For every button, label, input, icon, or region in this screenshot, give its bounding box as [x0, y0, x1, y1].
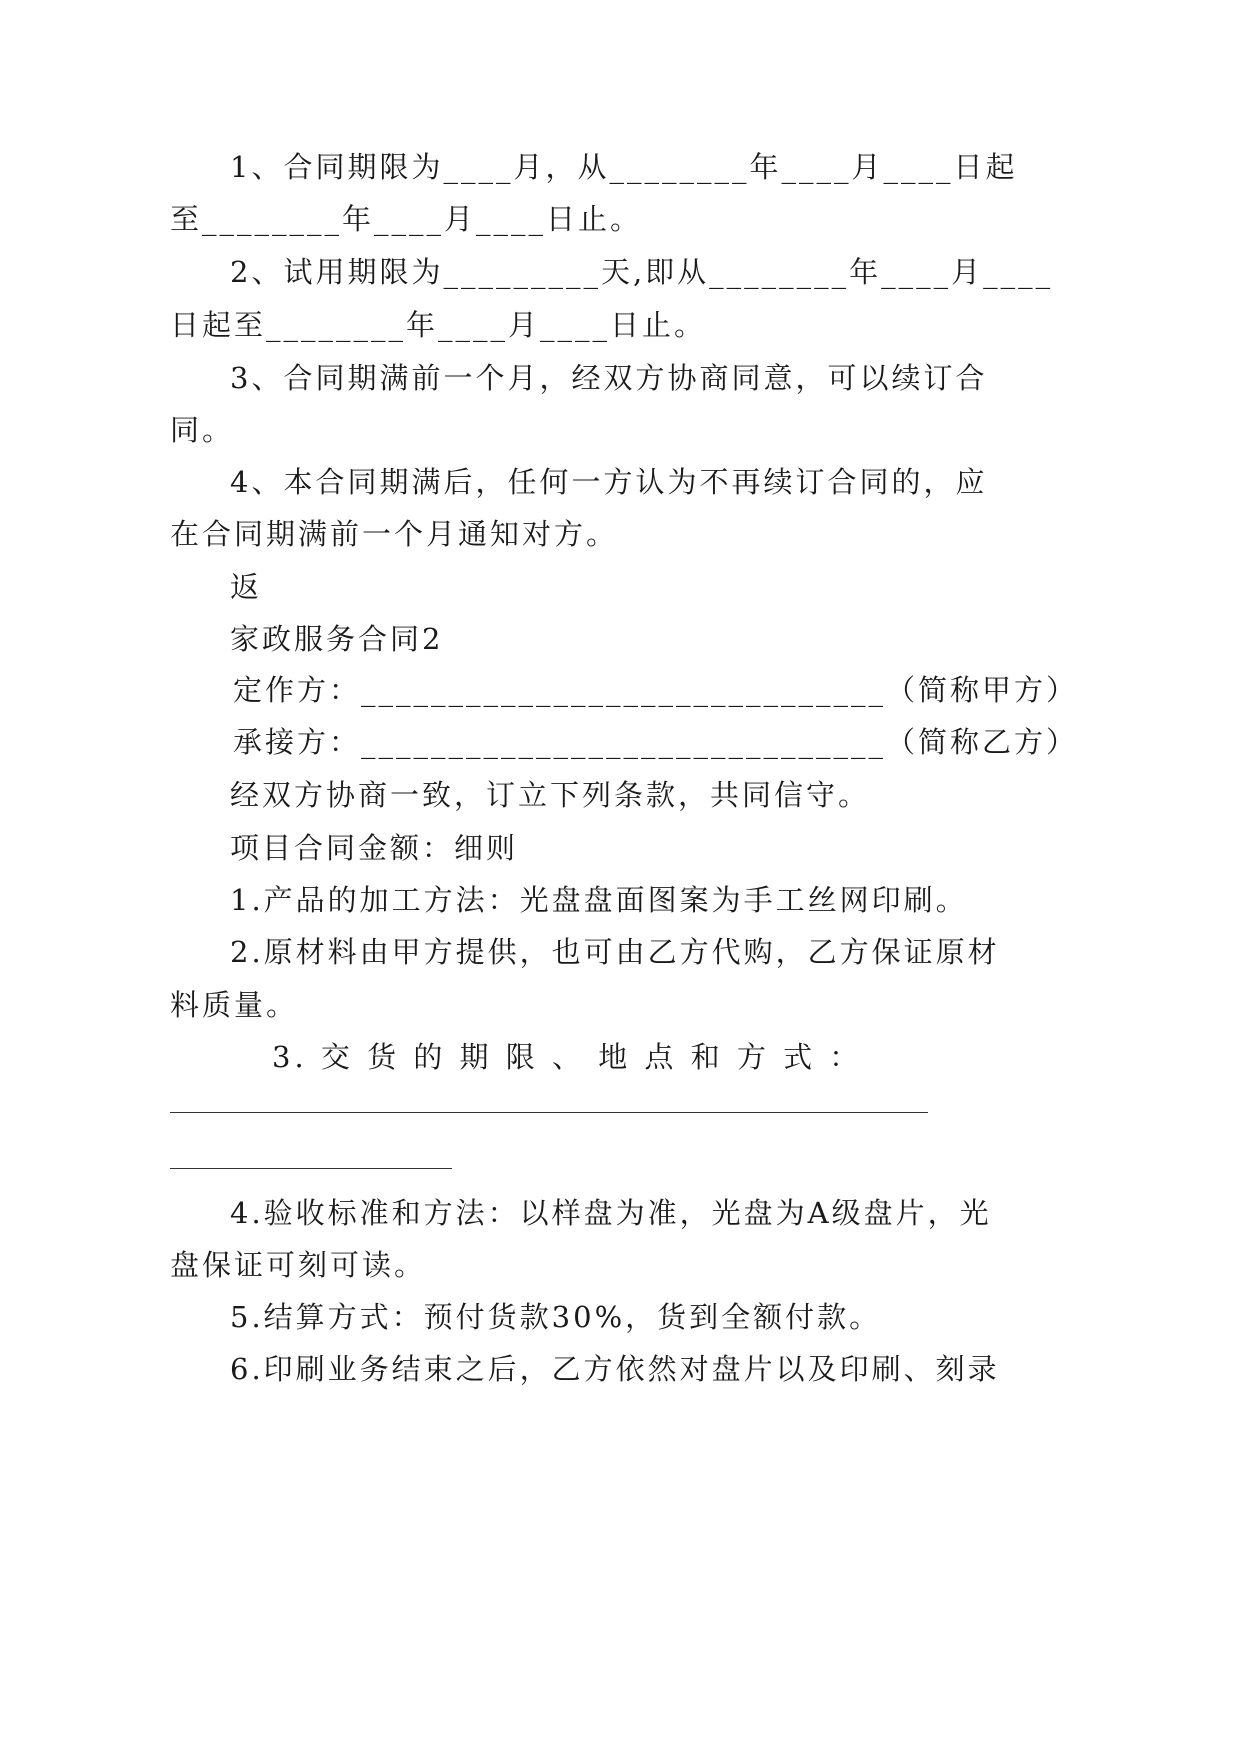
item-2-line-2: 料质量。 — [170, 988, 299, 1022]
clause-1-line-1: 1、合同期限为____月，从________年____月____日起 — [230, 150, 1018, 184]
item-1-line: 1.产品的加工方法：光盘盘面图案为手工丝网印刷。 — [230, 883, 968, 917]
blank-rule-1 — [170, 1112, 928, 1113]
item-4-line-1: 4.验收标准和方法：以样盘为准，光盘为A级盘片，光 — [230, 1196, 992, 1230]
clause-1-line-2: 至________年____月____日止。 — [170, 202, 643, 236]
party-a-line: 定作方：______________________________（简称甲方） — [233, 673, 1079, 707]
clause-2-line-1: 2、试用期限为_________天,即从________年____月____ — [230, 255, 1054, 289]
clause-2-line-2: 日起至________年____月____日止。 — [170, 308, 707, 342]
project-amount-heading: 项目合同金额：细则 — [230, 831, 519, 865]
clause-4-line-1: 4、本合同期满后，任何一方认为不再续订合同的，应 — [230, 465, 988, 499]
return-text: 返 — [230, 570, 263, 604]
item-2-line-1: 2.原材料由甲方提供，也可由乙方代购，乙方保证原材 — [230, 935, 1000, 969]
blank-rule-2 — [170, 1168, 452, 1169]
clause-4-line-2: 在合同期满前一个月通知对方。 — [170, 517, 619, 551]
item-3-line: 3. 交 货 的 期 限 、 地 点 和 方 式 ： — [272, 1040, 863, 1074]
item-4-line-2: 盘保证可刻可读。 — [170, 1248, 427, 1282]
contract-title: 家政服务合同2 — [230, 622, 444, 656]
clause-3-line-2: 同。 — [170, 413, 235, 447]
item-6-line: 6.印刷业务结束之后，乙方依然对盘片以及印刷、刻录 — [230, 1352, 1000, 1386]
item-5-line: 5.结算方式：预付货款30%，货到全额付款。 — [230, 1300, 882, 1334]
clause-3-line-1: 3、合同期满前一个月，经双方协商同意，可以续订合 — [230, 361, 988, 395]
agreement-statement: 经双方协商一致，订立下列条款，共同信守。 — [230, 778, 871, 812]
party-b-line: 承接方：______________________________（简称乙方） — [233, 725, 1079, 759]
